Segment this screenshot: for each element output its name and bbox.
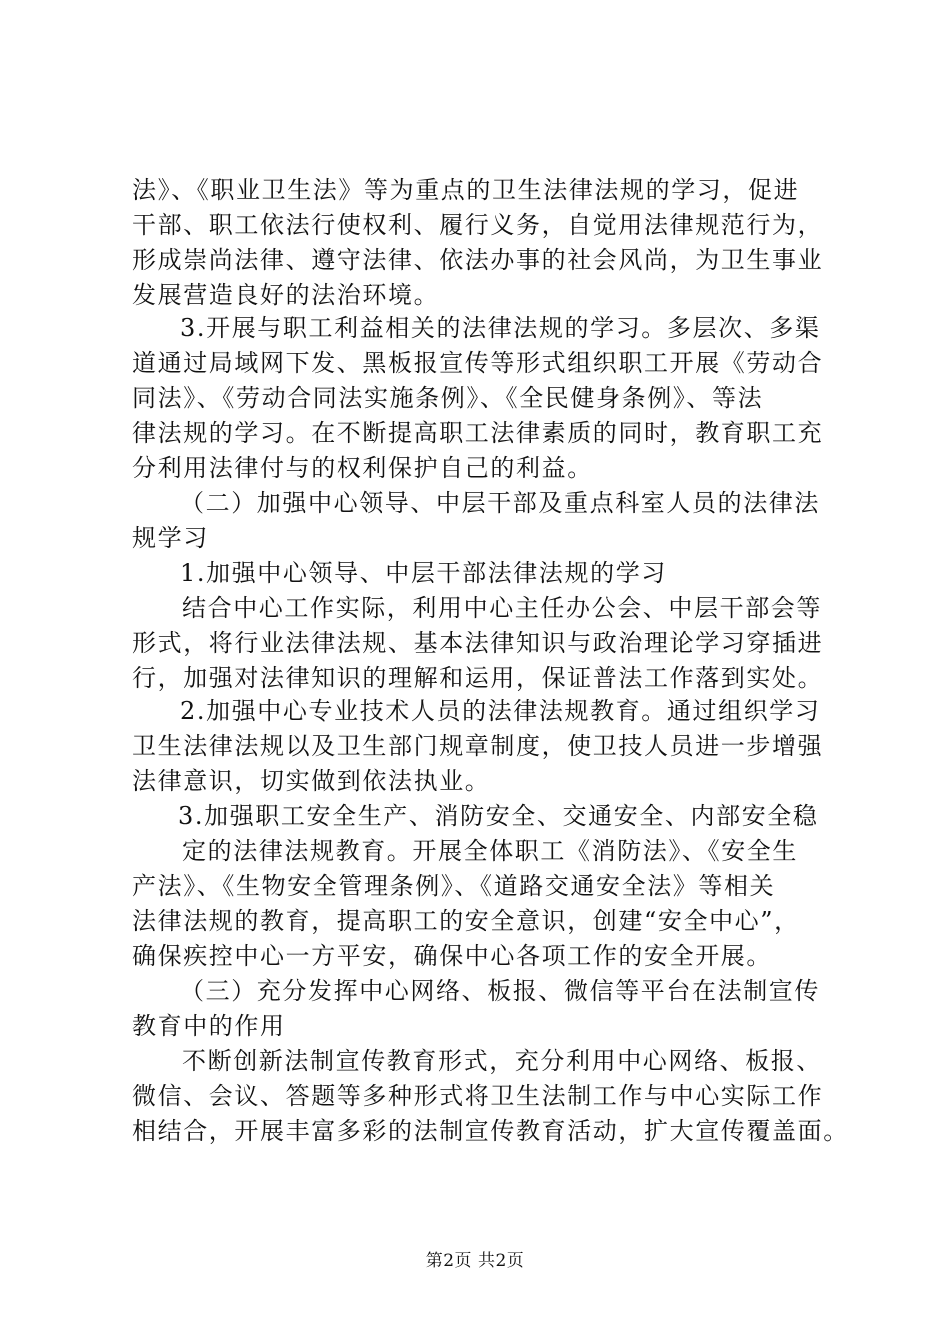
text-line: 律法规的学习。在不断提高职工法律素质的同时，教育职工充 [132, 419, 824, 447]
text-line: 卫生法律法规以及卫生部门规章制度，使卫技人员进一步增强 [132, 732, 824, 760]
text-line: 3.开展与职工利益相关的法律法规的学习。多层次、多渠 [180, 314, 821, 342]
text-line: 定的法律法规教育。开展全体职工《消防法》、《安全生 [182, 837, 798, 865]
text-line: 干部、职工依法行使权利、履行义务，自觉用法律规范行为， [132, 211, 824, 239]
text-line: 法律法规的教育，提高职工的安全意识，创建“安全中心”， [132, 907, 800, 935]
text-line: 3.加强职工安全生产、消防安全、交通安全、内部安全稳 [178, 802, 819, 830]
text-line: 同法》、《劳动合同法实施条例》、《全民健身条例》、等法 [132, 384, 764, 412]
text-line: 确保疾控中心一方平安，确保中心各项工作的安全开展。 [132, 942, 772, 970]
section-heading: （二）加强中心领导、中层干部及重点科室人员的法律法 [180, 489, 820, 517]
section-heading: 规学习 [132, 524, 209, 552]
subsection-heading: 1.加强中心领导、中层干部法律法规的学习 [180, 559, 667, 587]
section-heading: 教育中的作用 [132, 1012, 286, 1040]
text-line: 2.加强中心专业技术人员的法律法规教育。通过组织学习 [180, 697, 821, 725]
text-line: 行，加强对法律知识的理解和运用，保证普法工作落到实处。 [132, 664, 824, 692]
text-line: 形成崇尚法律、遵守法律、依法办事的社会风尚，为卫生事业 [132, 246, 824, 274]
text-line: 形式，将行业法律法规、基本法律知识与政治理论学习穿插进 [132, 629, 824, 657]
text-line: 分利用法律付与的权利保护自己的利益。 [132, 454, 593, 482]
text-line: 相结合，开展丰富多彩的法制宣传教育活动，扩大宣传覆盖面。 [132, 1117, 849, 1145]
page-number-footer: 第2页 共2页 [425, 1251, 525, 1271]
text-line: 不断创新法制宣传教育形式，充分利用中心网络、板报、 [182, 1047, 822, 1075]
section-heading: （三）充分发挥中心网络、板报、微信等平台在法制宣传 [180, 977, 820, 1005]
text-line: 法律意识，切实做到依法执业。 [132, 767, 491, 795]
text-line: 产法》、《生物安全管理条例》、《道路交通安全法》等相关 [132, 872, 776, 900]
text-line: 结合中心工作实际，利用中心主任办公会、中层干部会等 [182, 594, 822, 622]
text-line: 微信、会议、答题等多种形式将卫生法制工作与中心实际工作 [132, 1082, 824, 1110]
text-line: 法》、《职业卫生法》等为重点的卫生法律法规的学习，促进 [132, 176, 800, 204]
text-line: 道通过局域网下发、黑板报宣传等形式组织职工开展《劳动合 [132, 349, 824, 377]
text-line: 发展营造良好的法治环境。 [132, 281, 440, 309]
